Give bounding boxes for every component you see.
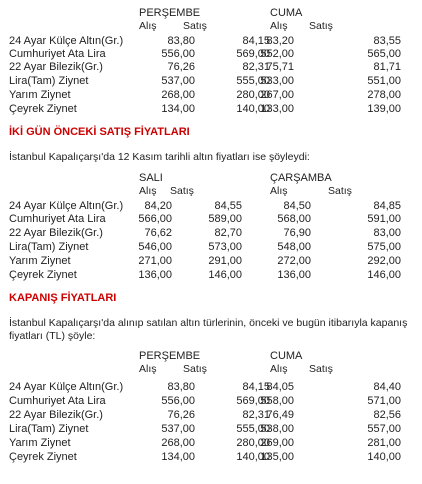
cell-value: 555,00 — [236, 75, 270, 87]
cell-value: 558,00 — [260, 395, 294, 407]
cell-value: 84,20 — [144, 200, 172, 212]
cell-value: 135,00 — [260, 451, 294, 463]
cell-value: 537,00 — [161, 423, 195, 435]
row-label: Yarım Ziynet — [9, 255, 71, 267]
cell-value: 84,15 — [242, 35, 270, 47]
cell-value: 589,00 — [208, 213, 242, 225]
row-label: 24 Ayar Külçe Altın(Gr.) — [9, 200, 124, 212]
cell-value: 569,00 — [236, 48, 270, 60]
row-label: Cumhuriyet Ata Lira — [9, 213, 106, 225]
day-header-1: SALI — [139, 172, 163, 184]
intro-paragraph: İstanbul Kapalıçarşı'da 12 Kasım tarihli altın fiyatları ise şöyleydi: — [9, 151, 310, 163]
cell-value: 84,05 — [266, 381, 294, 393]
cell-value: 280,00 — [236, 437, 270, 449]
cell-value: 84,40 — [373, 381, 401, 393]
cell-value: 537,00 — [161, 75, 195, 87]
subheader-buy-1: Alış — [139, 185, 157, 197]
cell-value: 533,00 — [260, 75, 294, 87]
cell-value: 83,80 — [167, 381, 195, 393]
cell-value: 82,56 — [373, 409, 401, 421]
cell-value: 575,00 — [367, 241, 401, 253]
cell-value: 267,00 — [260, 89, 294, 101]
cell-value: 139,00 — [367, 103, 401, 115]
cell-value: 84,85 — [373, 200, 401, 212]
cell-value: 136,00 — [277, 269, 311, 281]
cell-value: 591,00 — [367, 213, 401, 225]
cell-value: 146,00 — [208, 269, 242, 281]
row-label: 24 Ayar Külçe Altın(Gr.) — [9, 381, 124, 393]
cell-value: 76,26 — [167, 409, 195, 421]
day-header-2: CUMA — [270, 350, 303, 362]
cell-value: 565,00 — [367, 48, 401, 60]
day-header-1: PERŞEMBE — [139, 7, 201, 19]
cell-value: 556,00 — [161, 48, 195, 60]
cell-value: 292,00 — [367, 255, 401, 267]
cell-value: 571,00 — [367, 395, 401, 407]
day-header-2: ÇARŞAMBA — [270, 172, 332, 184]
row-label: Çeyrek Ziynet — [9, 451, 77, 463]
cell-value: 76,49 — [266, 409, 294, 421]
cell-value: 140,00 — [367, 451, 401, 463]
cell-value: 83,00 — [373, 227, 401, 239]
cell-value: 140,00 — [236, 103, 270, 115]
cell-value: 75,71 — [266, 61, 294, 73]
row-label: Yarım Ziynet — [9, 89, 71, 101]
row-label: Lira(Tam) Ziynet — [9, 75, 89, 87]
row-label: Lira(Tam) Ziynet — [9, 423, 89, 435]
cell-value: 269,00 — [260, 437, 294, 449]
cell-value: 268,00 — [161, 437, 195, 449]
cell-value: 133,00 — [260, 103, 294, 115]
cell-value: 555,00 — [236, 423, 270, 435]
row-label: 22 Ayar Bilezik(Gr.) — [9, 409, 103, 421]
day-header-2: CUMA — [270, 7, 303, 19]
subheader-sell-1: Satış — [170, 185, 194, 197]
cell-value: 268,00 — [161, 89, 195, 101]
subheader-buy-2: Alış — [270, 20, 288, 32]
cell-value: 573,00 — [208, 241, 242, 253]
cell-value: 568,00 — [277, 213, 311, 225]
cell-value: 272,00 — [277, 255, 311, 267]
cell-value: 556,00 — [161, 395, 195, 407]
subheader-buy-2: Alış — [270, 363, 288, 375]
section-heading-closing-prices: KAPANIŞ FİYATLARI — [9, 292, 117, 304]
section-heading-two-days-ago: İKİ GÜN ÖNCEKİ SATIŞ FİYATLARI — [9, 126, 190, 138]
cell-value: 83,20 — [266, 35, 294, 47]
cell-value: 76,62 — [144, 227, 172, 239]
cell-value: 278,00 — [367, 89, 401, 101]
cell-value: 134,00 — [161, 451, 195, 463]
cell-value: 76,90 — [283, 227, 311, 239]
cell-value: 280,00 — [236, 89, 270, 101]
cell-value: 83,55 — [373, 35, 401, 47]
subheader-sell-1: Satış — [183, 20, 207, 32]
cell-value: 146,00 — [367, 269, 401, 281]
cell-value: 546,00 — [138, 241, 172, 253]
cell-value: 136,00 — [138, 269, 172, 281]
cell-value: 271,00 — [138, 255, 172, 267]
cell-value: 548,00 — [277, 241, 311, 253]
cell-value: 84,55 — [214, 200, 242, 212]
subheader-sell-2: Satış — [309, 20, 333, 32]
row-label: Lira(Tam) Ziynet — [9, 241, 89, 253]
intro-paragraph: İstanbul Kapalıçarşı'da alınıp satılan altın türlerinin, önceki ve bugün itibarıyla kapanış fiyatları (TL) şöyle: — [9, 317, 408, 342]
cell-value: 551,00 — [367, 75, 401, 87]
subheader-buy-1: Alış — [139, 363, 157, 375]
subheader-buy-2: Alış — [270, 185, 288, 197]
cell-value: 84,50 — [283, 200, 311, 212]
subheader-buy-1: Alış — [139, 20, 157, 32]
day-header-1: PERŞEMBE — [139, 350, 201, 362]
cell-value: 84,15 — [242, 381, 270, 393]
row-label: Çeyrek Ziynet — [9, 269, 77, 281]
cell-value: 557,00 — [367, 423, 401, 435]
cell-value: 281,00 — [367, 437, 401, 449]
cell-value: 538,00 — [260, 423, 294, 435]
cell-value: 81,71 — [373, 61, 401, 73]
row-label: 22 Ayar Bilezik(Gr.) — [9, 227, 103, 239]
cell-value: 82,31 — [242, 61, 270, 73]
cell-value: 134,00 — [161, 103, 195, 115]
cell-value: 82,70 — [214, 227, 242, 239]
cell-value: 569,00 — [236, 395, 270, 407]
row-label: 22 Ayar Bilezik(Gr.) — [9, 61, 103, 73]
row-label: Çeyrek Ziynet — [9, 103, 77, 115]
subheader-sell-2: Satış — [328, 185, 352, 197]
row-label: Yarım Ziynet — [9, 437, 71, 449]
cell-value: 566,00 — [138, 213, 172, 225]
cell-value: 83,80 — [167, 35, 195, 47]
cell-value: 291,00 — [208, 255, 242, 267]
cell-value: 76,26 — [167, 61, 195, 73]
cell-value: 140,00 — [236, 451, 270, 463]
subheader-sell-1: Satış — [183, 363, 207, 375]
cell-value: 552,00 — [260, 48, 294, 60]
row-label: Cumhuriyet Ata Lira — [9, 395, 106, 407]
row-label: Cumhuriyet Ata Lira — [9, 48, 106, 60]
cell-value: 82,31 — [242, 409, 270, 421]
row-label: 24 Ayar Külçe Altın(Gr.) — [9, 35, 124, 47]
subheader-sell-2: Satış — [309, 363, 333, 375]
